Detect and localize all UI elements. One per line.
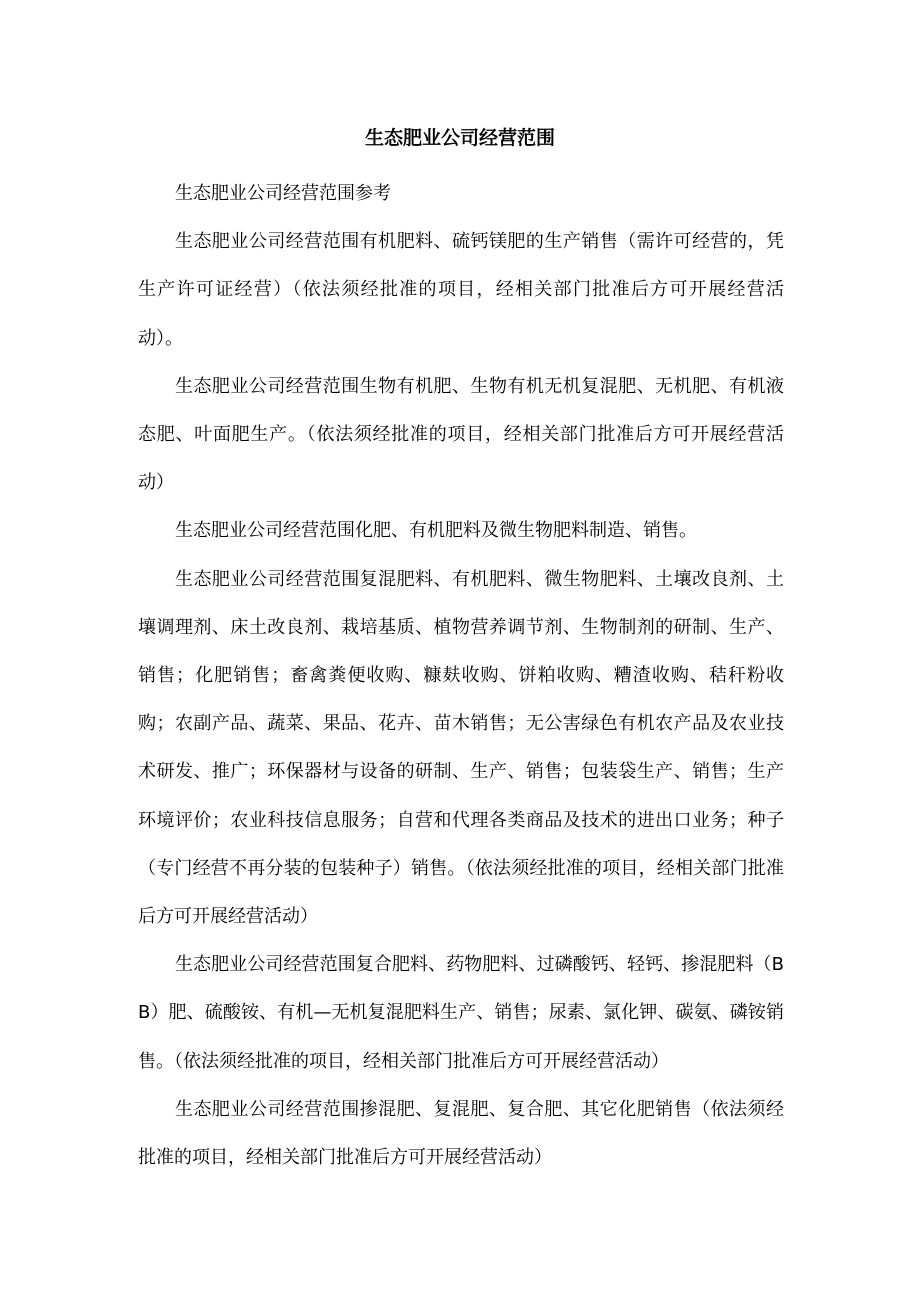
paragraph-blended-fertilizer-scope: 生态肥业公司经营范围复合肥料、药物肥料、过磷酸钙、轻钙、掺混肥料（BB）肥、硫酸铵、有机—无机复混肥料生产、销售；尿素、氯化钾、碳氨、磷铵销售。（依法须经批准的项目，经相关部门批准后方可开展经营活动）: [138, 954, 784, 1072]
document-body: [138, 170, 784, 1182]
paragraph-bio-organic-scope: 生态肥业公司经营范围生物有机肥、生物有机无机复混肥、无机肥、有机液态肥、叶面肥生产。（依法须经批准的项目，经相关部门批准后方可开展经营活动）: [138, 375, 784, 494]
document-title: 生态肥业公司经营范围: [364, 127, 555, 149]
paragraph-chemical-fertilizer-scope: 生态肥业公司经营范围化肥、有机肥料及微生物肥料制造、销售。: [175, 520, 697, 542]
paragraph-fertilizer-sales-scope: 生态肥业公司经营范围掺混肥、复混肥、复合肥、其它化肥销售（依法须经批准的项目，经相关部门批准后方可开展经营活动）: [138, 1098, 784, 1169]
paragraph-organic-fertilizer-scope: 生态肥业公司经营范围有机肥料、硫钙镁肥的生产销售（需许可经营的，凭生产许可证经营）（依法须经批准的项目，经相关部门批准后方可开展经营活动）。: [138, 231, 784, 349]
paragraph-compound-fertilizer-scope: 生态肥业公司经营范围复混肥料、有机肥料、微生物肥料、土壤改良剂、土壤调理剂、床土改良剂、栽培基质、植物营养调节剂、生物制剂的研制、生产、销售；化肥销售；畜禽粪便收购、糠麸收购、饼粕收购、糟渣收购、秸秆粉收购；农副产品、蔬菜、果品、花卉、苗木销售；无公害绿色有机农产品及农业技术研发、推广；环保器材与设备的研制、生产、销售；包装袋生产、销售；生产环境评价；农业科技信息服务；自营和代理各类商品及技术的进出口业务；种子（专门经营不再分装的包装种子）销售。（依法须经批准的项目，经相关部门批准后方可开展经营活动）: [138, 568, 784, 928]
paragraph-reference-heading: 生态肥业公司经营范围参考: [175, 183, 391, 204]
